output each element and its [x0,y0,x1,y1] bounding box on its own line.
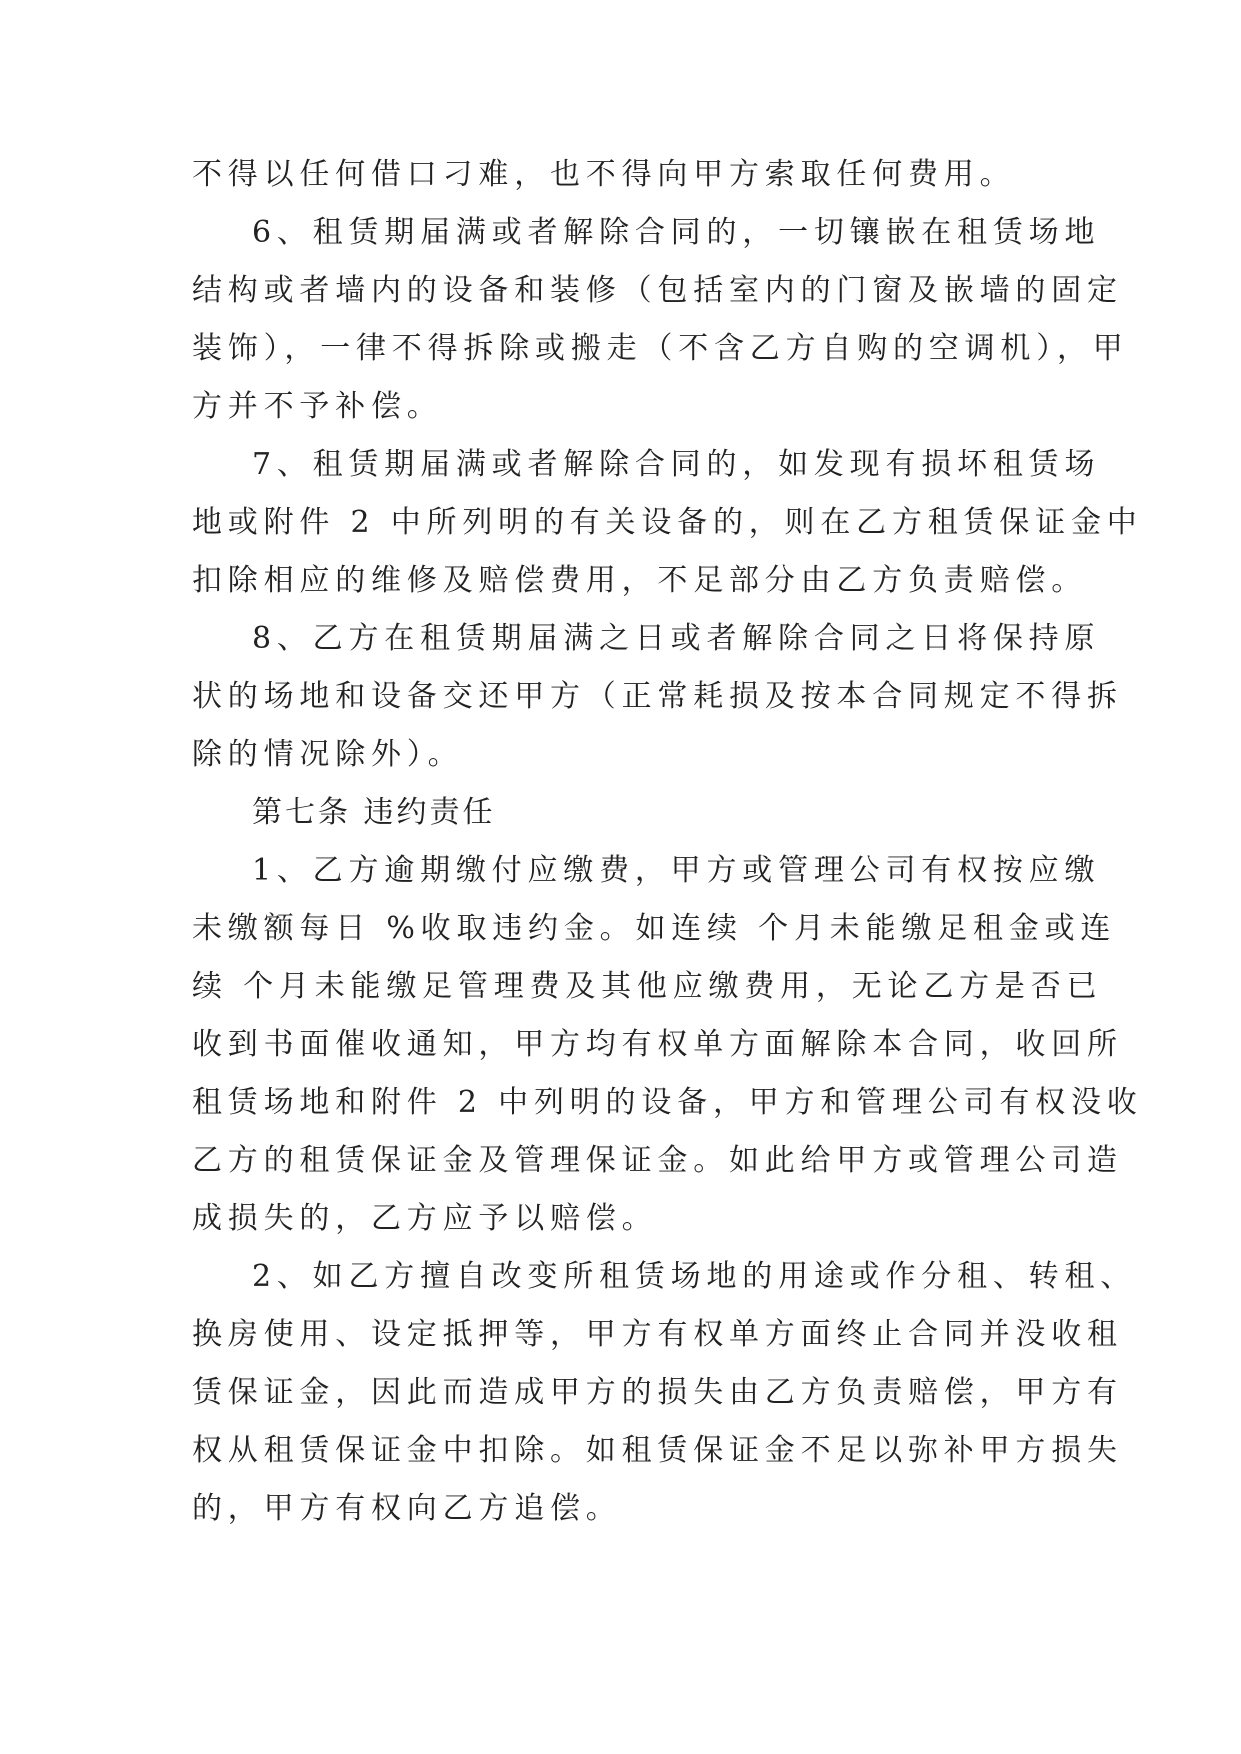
text-line: 成损失的，乙方应予以赔偿。 [192,1201,658,1236]
text-line: 赁保证金，因此而造成甲方的损失由乙方负责赔偿，甲方有 [192,1375,1123,1410]
text-line: 除的情况除外）。 [192,737,464,772]
text-line: 8、乙方在租赁期届满之日或者解除合同之日将保持原 [252,621,1101,656]
text-line: 1、乙方逾期缴付应缴费，甲方或管理公司有权按应缴 [252,853,1101,888]
text-line: 权从租赁保证金中扣除。如租赁保证金不足以弥补甲方损失 [192,1433,1123,1468]
text-line: 状的场地和设备交还甲方（正常耗损及按本合同规定不得拆 [192,679,1123,714]
text-line: 不得以任何借口刁难，也不得向甲方索取任何费用。 [192,157,1016,192]
text-line: 6、租赁期届满或者解除合同的，一切镶嵌在租赁场地 [252,215,1101,250]
text-line: 收到书面催收通知，甲方均有权单方面解除本合同，收回所 [192,1027,1123,1062]
text-line: 结构或者墙内的设备和装修（包括室内的门窗及嵌墙的固定 [192,273,1123,308]
section-heading: 第七条 违约责任 [252,795,496,830]
text-line: 装饰），一律不得拆除或搬走（不含乙方自购的空调机），甲 [192,331,1129,366]
text-line: 的，甲方有权向乙方追偿。 [192,1491,622,1526]
text-line: 租赁场地和附件 2 中列明的设备，甲方和管理公司有权没收 [192,1085,1143,1120]
text-line: 地或附件 2 中所列明的有关设备的，则在乙方租赁保证金中 [192,505,1143,540]
text-line: 2、如乙方擅自改变所租赁场地的用途或作分租、转租、 [252,1259,1137,1294]
text-line: 乙方的租赁保证金及管理保证金。如此给甲方或管理公司造 [192,1143,1123,1178]
text-line: 续 个月未能缴足管理费及其他应缴费用，无论乙方是否已 [192,969,1103,1004]
text-line: 7、租赁期届满或者解除合同的，如发现有损坏租赁场 [252,447,1101,482]
text-line: 扣除相应的维修及赔偿费用，不足部分由乙方负责赔偿。 [192,563,1087,598]
text-line: 方并不予补偿。 [192,389,443,424]
text-line: 换房使用、设定抵押等，甲方有权单方面终止合同并没收租 [192,1317,1123,1352]
text-line: 未缴额每日 %收取违约金。如连续 个月未能缴足租金或连 [192,911,1117,946]
